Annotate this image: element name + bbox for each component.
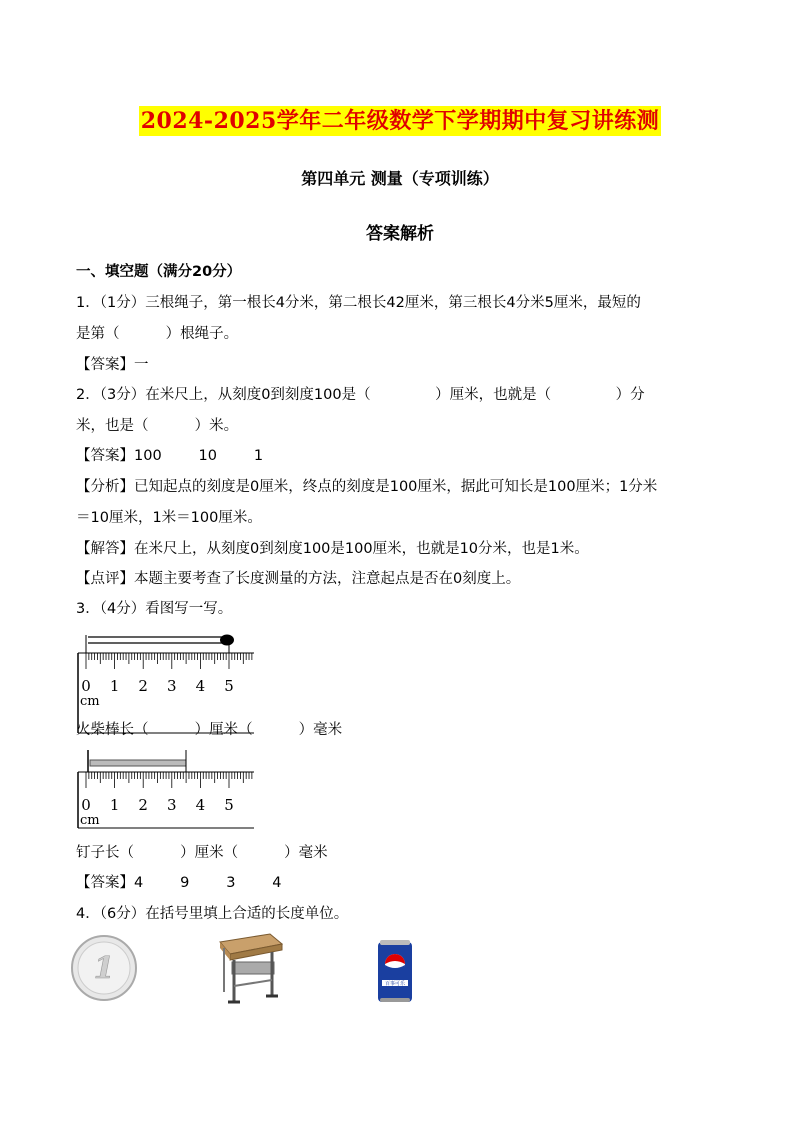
ruler-number: 1 [109,796,120,814]
answer-heading: 答案解析 [366,224,434,244]
q2-line1: 2．（3分）在米尺上，从刻度0到刻度100是（ ）厘米，也就是（ ）分 [76,387,645,403]
ruler-number: 3 [167,796,177,814]
coin-number: 1 [93,951,115,986]
ruler-number: 4 [195,677,206,695]
desk-image [212,930,284,1008]
q3-match-label: 火柴棒长（ ）厘米（ ）毫米 [76,722,343,738]
document-title: 2024-2025学年二年级数学下学期期中复习讲练测 [140,108,660,134]
nail [88,750,186,772]
coin-image [68,934,140,1002]
q3-line1: 3．（4分）看图写一写。 [76,601,233,617]
ruler-number: 1 [109,677,120,695]
q2-answer: 【答案】100 10 1 [76,448,264,464]
q4-line1: 4．（6分）在括号里填上合适的长度单位。 [76,906,349,922]
can-label: 百事可乐 [384,981,406,987]
ruler-unit-label: cm [80,694,100,709]
q1-line1: 1．（1分）三根绳子，第一根长4分米，第二根长42厘米，第三根长4分米5厘米，最短的 [76,295,641,311]
q1-line2: 是第（ ）根绳子。 [76,326,239,342]
ruler-number: 5 [224,677,234,695]
ruler-number: 2 [138,796,148,814]
q2-analysis-line2: ＝10厘米，1米＝100厘米。 [76,510,262,526]
q2-analysis-line1: 【分析】已知起点的刻度是0厘米，终点的刻度是100厘米，据此可知长是100厘米；1分米 [76,479,658,495]
unit-subtitle: 第四单元 测量（专项训练） [301,169,499,188]
ruler-number: 3 [167,677,177,695]
ruler-number: 0 [81,796,91,814]
section-heading: 一、填空题（满分20分） [76,264,242,280]
matchstick [86,635,234,654]
ruler-nail-figure [76,748,258,833]
q1-answer: 【答案】一 [76,357,149,373]
ruler-number: 4 [195,796,206,814]
q2-comment: 【点评】本题主要考查了长度测量的方法，注意起点是否在0刻度上。 [76,571,521,587]
ruler-number: 5 [224,796,234,814]
q2-line2: 米，也是（ ）米。 [76,418,239,434]
q3-answer: 【答案】4 9 3 4 [76,875,282,891]
q3-nail-label: 钉子长（ ）厘米（ ）毫米 [76,845,328,861]
ruler-unit-label: cm [80,813,100,828]
ruler-number: 0 [81,677,91,695]
q2-solution: 【解答】在米尺上，从刻度0到刻度100是100厘米，也就是10分米，也是1米。 [76,541,589,557]
cola-can-image [376,938,414,1006]
ruler-number: 2 [138,677,148,695]
